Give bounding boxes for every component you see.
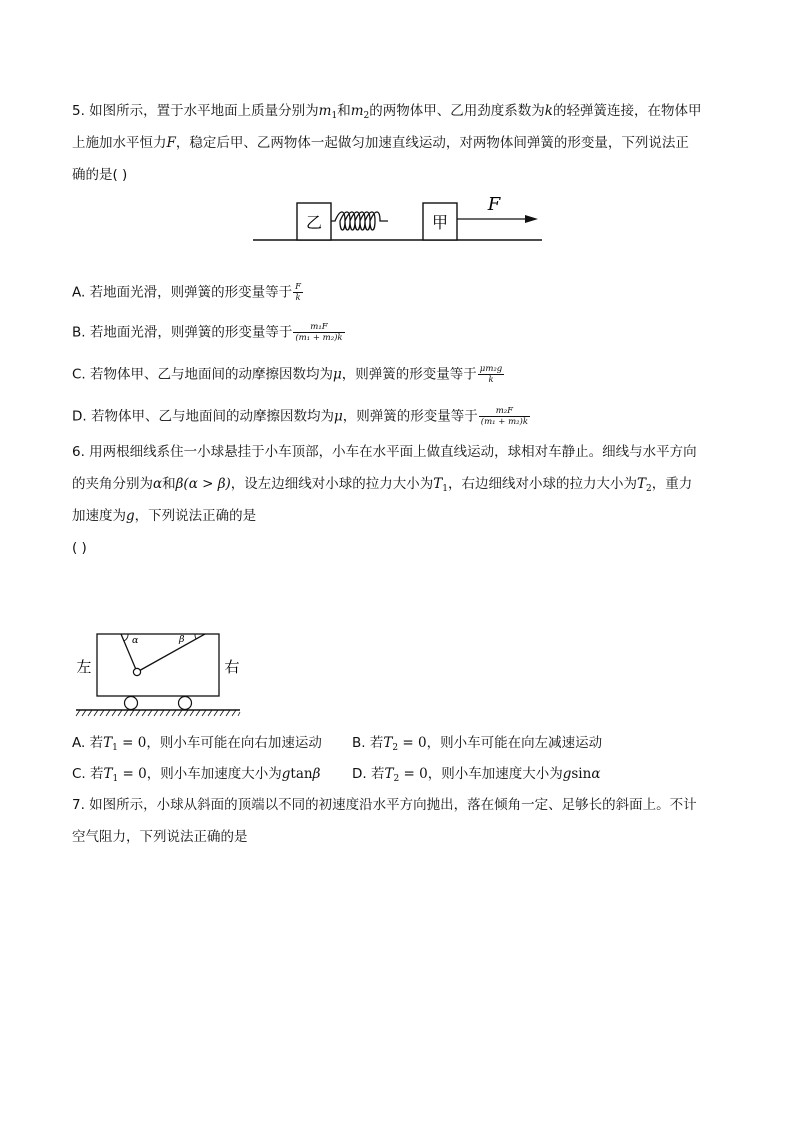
q6-stem-line1: 6. 用两根细线系住一小球悬挂于小车顶部，小车在水平面上做直线运动，球相对车静止。细线与水平方向: [72, 444, 697, 460]
tension-T2: $T_2$: [383, 735, 399, 753]
tension-T2: $T_2$: [384, 766, 400, 784]
fraction-m1F-over-sum: $\frac{\text{m₁F}}{\text{(m₁ + m₂)k}}$: [295, 322, 343, 343]
tension-T1: $T_1$: [433, 476, 449, 494]
force-arrowhead: [525, 215, 538, 223]
q5-option-b: B. 若地面光滑，则弹簧的形变量等于 $\frac{\text{m₁F}}{\text{(m₁ + m₂)k}}$: [72, 322, 343, 343]
q6-stem-line4: ( ): [72, 540, 87, 556]
tension-T1: $T_1$: [103, 766, 119, 784]
right-label: 右: [224, 658, 240, 676]
q5-spring-figure: [250, 190, 550, 246]
q6-option-d: D. 若$T_2 = 0$，则小车加速度大小为gsinα: [352, 766, 601, 784]
fraction-F-over-k: $\frac{F}{k}$: [295, 282, 301, 303]
q5-stem-line1: 5. 如图所示，置于水平地面上质量分别为$m_1$和$m_2$的两物体甲、乙用劲度系数为k的轻弹簧连接，在物体甲: [72, 103, 702, 121]
cart-body: [97, 634, 219, 696]
spring-constant-k: k: [544, 103, 553, 119]
q6-stem-line2: 的夹角分别为α和β(α > β)，设左边细线对小球的拉力大小为$T_1$，右边细线对小球的拉力大小为$T_2$，重力: [72, 476, 693, 494]
cart-wheel-right: [179, 697, 192, 710]
q5-stem-line2: 上施加水平恒力F，稳定后甲、乙两物体一起做匀加速直线运动，对两物体间弹簧的形变量，下列说法正: [72, 135, 689, 151]
q6-option-b: B. 若$T_2 = 0$，则小车可能在向左减速运动: [352, 735, 603, 753]
q5-stem-line3: 确的是( ): [72, 167, 128, 183]
tension-T2: $T_2$: [637, 476, 652, 494]
q5-option-c: C. 若物体甲、乙与地面间的动摩擦因数均为μ，则弹簧的形变量等于 $\frac{\text{μm₂g}}{k}$: [72, 364, 503, 385]
left-label: 左: [76, 658, 92, 676]
fraction-m2F-over-sum: $\frac{\text{m₂F}}{\text{(m₁ + m₂)k}}$: [480, 406, 529, 427]
q7-stem-line2: 空气阻力，下列说法正确的是: [72, 829, 248, 845]
force-arrow-label: F: [487, 194, 501, 215]
block-yi-label: 乙: [305, 213, 323, 232]
mass-m1: $m_1$: [318, 103, 338, 121]
block-jia-label: 甲: [431, 213, 449, 232]
q5-option-a: A. 若地面光滑，则弹簧的形变量等于 $\frac{F}{k}$: [72, 282, 301, 303]
cart-wheel-left: [125, 697, 138, 710]
q6-option-c: C. 若$T_1 = 0$，则小车加速度大小为gtanβ: [72, 766, 321, 784]
ball: [133, 668, 140, 675]
spring-coil: [331, 212, 388, 230]
q6-cart-figure: [70, 624, 250, 720]
q6-stem-line3: 加速度为g，下列说法正确的是: [72, 508, 257, 524]
mass-m2: $m_2$: [350, 103, 370, 121]
q6-option-a: A. 若$T_1 = 0$，则小车可能在向右加速运动: [72, 735, 322, 753]
q7-stem-line1: 7. 如图所示，小球从斜面的顶端以不同的初速度沿水平方向抛出，落在倾角一定、足够长的斜面上。不计: [72, 797, 697, 813]
alpha-label: α: [132, 635, 139, 646]
ground-hatching: [76, 710, 240, 716]
tension-T1: $T_1$: [103, 735, 118, 753]
q5-option-d: D. 若物体甲、乙与地面间的动摩擦因数均为μ，则弹簧的形变量等于 $\frac{\text{m₂F}}{\text{(m₁ + m₂)k}}$: [72, 406, 529, 427]
force-F: F: [166, 135, 176, 151]
fraction-mu-m2g-over-k: $\frac{\text{μm₂g}}{k}$: [479, 364, 503, 385]
beta-label: β: [179, 634, 185, 645]
